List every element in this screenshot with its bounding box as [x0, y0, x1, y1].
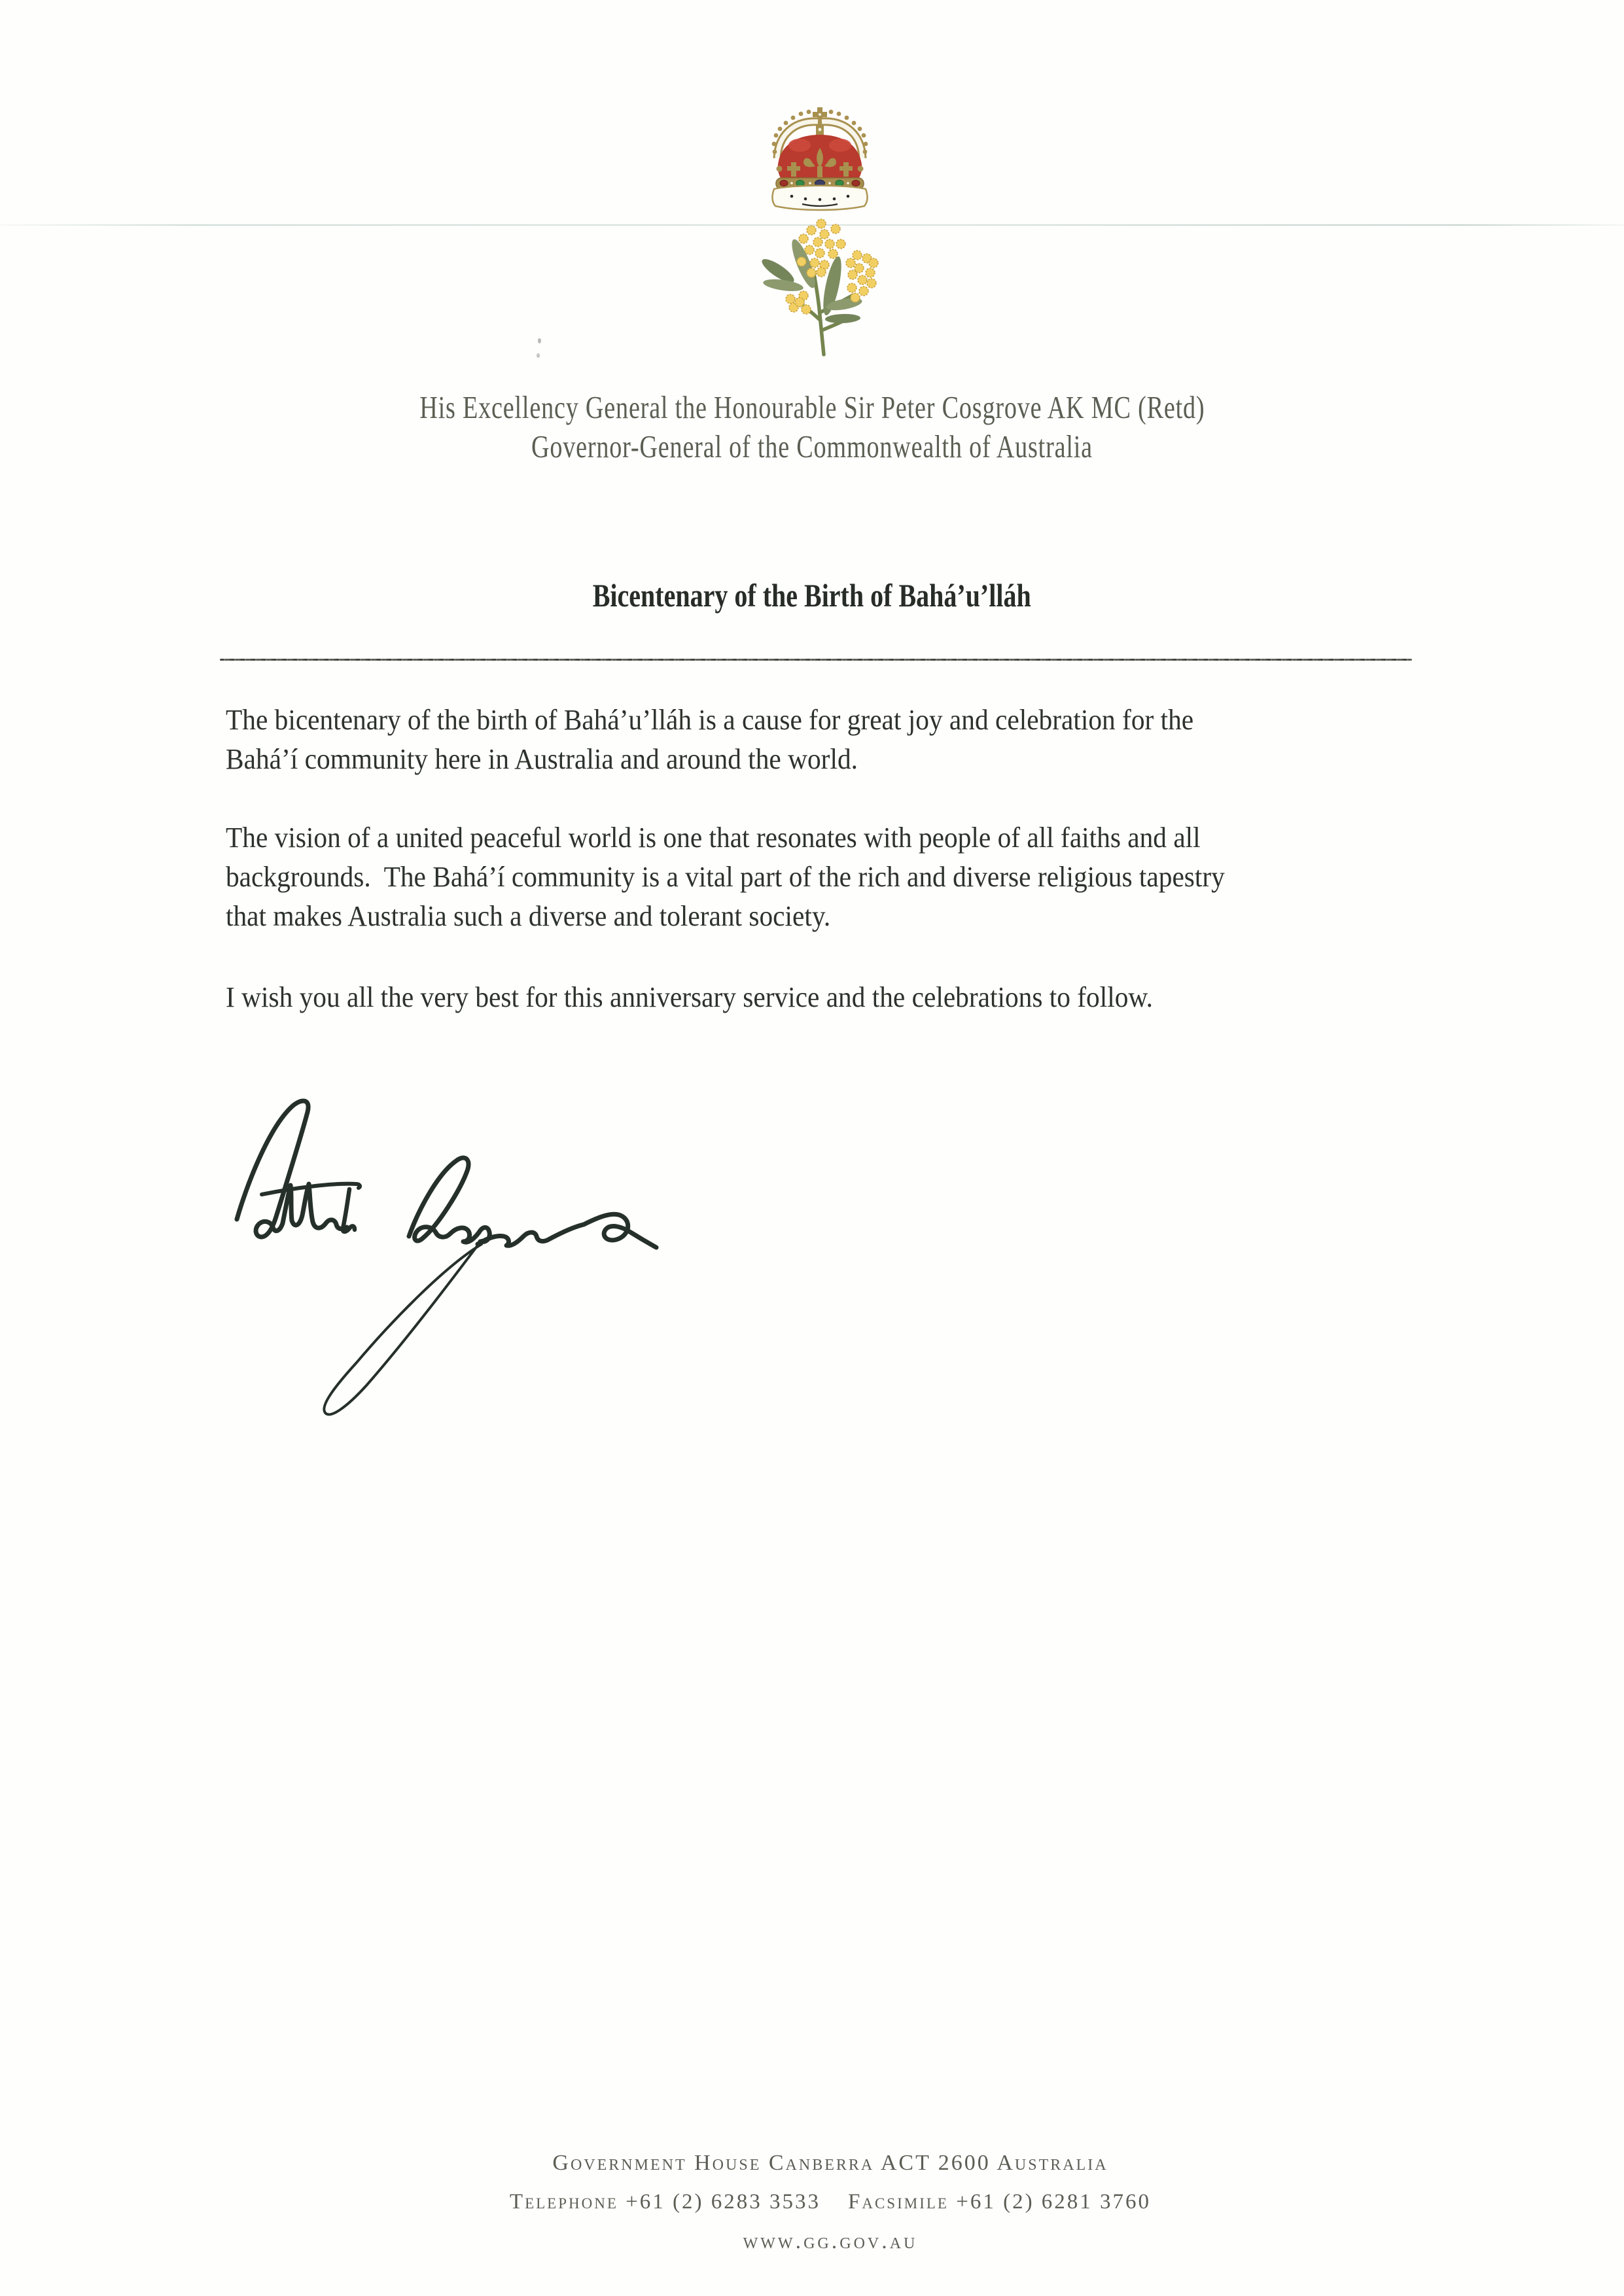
letterhead-line-1 [0, 388, 1624, 427]
letter-title: Bicentenary of the Birth of Bahá’u’lláh [592, 577, 1031, 614]
paragraph-line: backgrounds. The Bahá’í community is a vital part of the rich and diverse religious tapestry [226, 861, 1225, 893]
footer-contact [18, 2190, 1624, 2214]
paragraph-line: that makes Australia such a diverse and tolerant society. [226, 900, 831, 932]
paragraph-3 [226, 978, 1212, 1017]
paragraph-2 [226, 818, 1288, 936]
governor-general-crest [752, 105, 890, 379]
letterhead-name: His Excellency General the Honourable Sir Peter Cosgrove AK MC (Retd) [419, 389, 1205, 425]
paragraph-line: Bahá’í community here in Australia and around the world. [226, 743, 858, 775]
footer-telephone: Telephone +61 (2) 6283 3533 [509, 2190, 821, 2214]
scan-speck [537, 353, 540, 358]
divider-rule [220, 659, 1412, 661]
paragraph-1 [226, 701, 1256, 779]
paragraph-line: I wish you all the very best for this anniversary service and the celebrations to follow. [226, 981, 1153, 1013]
signature-peter-cosgrove [216, 1098, 713, 1425]
st-edwards-crown-icon [772, 107, 868, 210]
letterhead-line-2 [0, 427, 1624, 466]
scan-speck [538, 338, 541, 343]
golden-wattle-icon [759, 219, 878, 355]
footer-address: Government House Canberra ACT 2600 Australia [552, 2151, 1108, 2175]
paragraph-line: The bicentenary of the birth of Bahá’u’lláh is a cause for great joy and celebration for the [226, 704, 1194, 736]
footer-website: www.gg.gov.au [743, 2229, 918, 2253]
paragraph-line: The vision of a united peaceful world is one that resonates with people of all faiths and all [226, 822, 1201, 854]
footer-facsimile: Facsimile +61 (2) 6281 3760 [848, 2190, 1152, 2214]
letterhead-office: Governor-General of the Commonwealth of Australia [531, 428, 1093, 464]
